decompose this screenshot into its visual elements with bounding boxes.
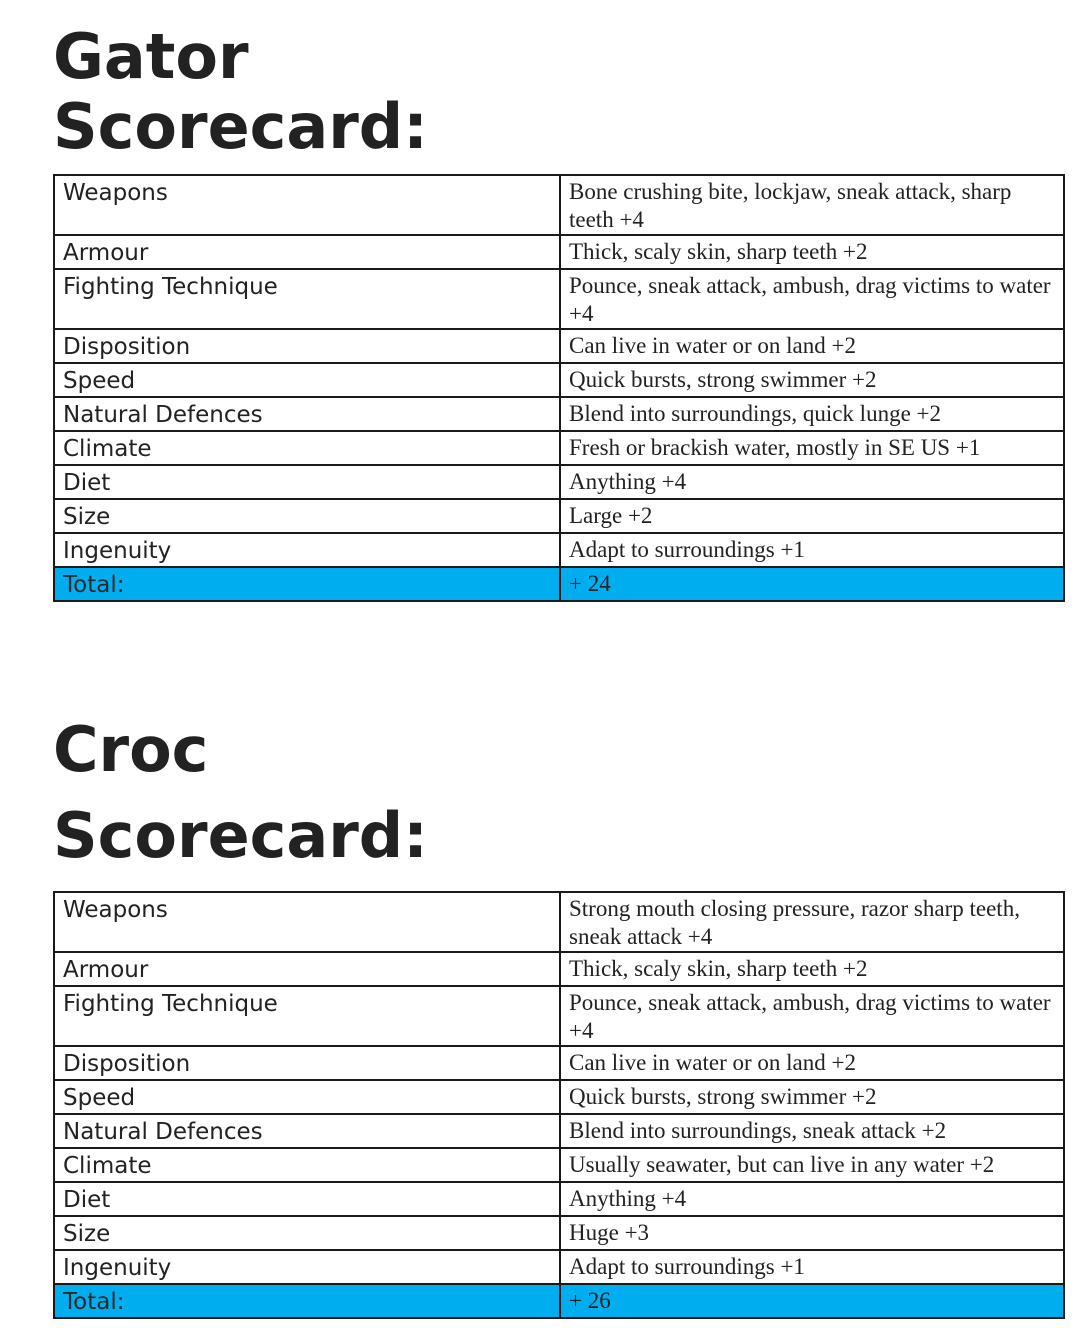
row-label-weapons: Weapons [54, 175, 560, 235]
row-label-speed: Speed [54, 1080, 560, 1114]
row-value-climate: Fresh or brackish water, mostly in SE US +1 [560, 431, 1064, 465]
table-row [54, 235, 1064, 269]
total-label: Total: [54, 567, 560, 601]
gator-title-line1: Gator [53, 20, 249, 93]
row-label-disposition: Disposition [54, 1046, 560, 1080]
row-label-fighting-technique: Fighting Technique [54, 269, 560, 329]
row-label-diet: Diet [54, 465, 560, 499]
table-row [54, 175, 1064, 235]
croc-scorecard-title [53, 707, 428, 879]
table-row [54, 952, 1064, 986]
total-row [54, 567, 1064, 601]
row-label-fighting-technique: Fighting Technique [54, 986, 560, 1046]
table-row [54, 397, 1064, 431]
row-label-natural-defences: Natural Defences [54, 397, 560, 431]
row-value-disposition: Can live in water or on land +2 [560, 1046, 1064, 1080]
row-value-disposition: Can live in water or on land +2 [560, 329, 1064, 363]
row-label-diet: Diet [54, 1182, 560, 1216]
row-value-climate: Usually seawater, but can live in any water +2 [560, 1148, 1064, 1182]
croc-title-line1: Croc [53, 713, 209, 786]
table-row [54, 533, 1064, 567]
table-row [54, 1148, 1064, 1182]
row-value-ingenuity: Adapt to surroundings +1 [560, 1250, 1064, 1284]
row-label-climate: Climate [54, 431, 560, 465]
table-row [54, 363, 1064, 397]
row-label-disposition: Disposition [54, 329, 560, 363]
table-row [54, 1182, 1064, 1216]
row-value-speed: Quick bursts, strong swimmer +2 [560, 363, 1064, 397]
total-row [54, 1284, 1064, 1318]
row-label-natural-defences: Natural Defences [54, 1114, 560, 1148]
row-value-speed: Quick bursts, strong swimmer +2 [560, 1080, 1064, 1114]
table-row [54, 986, 1064, 1046]
table-row [54, 431, 1064, 465]
row-label-ingenuity: Ingenuity [54, 1250, 560, 1284]
row-label-armour: Armour [54, 235, 560, 269]
row-label-armour: Armour [54, 952, 560, 986]
row-value-ingenuity: Adapt to surroundings +1 [560, 533, 1064, 567]
row-label-climate: Climate [54, 1148, 560, 1182]
table-row [54, 1080, 1064, 1114]
table-row [54, 465, 1064, 499]
row-value-natural-defences: Blend into surroundings, quick lunge +2 [560, 397, 1064, 431]
row-value-armour: Thick, scaly skin, sharp teeth +2 [560, 952, 1064, 986]
row-value-weapons: Bone crushing bite, lockjaw, sneak attack, sharp teeth +4 [560, 175, 1064, 235]
row-value-size: Large +2 [560, 499, 1064, 533]
total-label: Total: [54, 1284, 560, 1318]
table-row [54, 269, 1064, 329]
table-row [54, 1250, 1064, 1284]
total-value: + 24 [560, 567, 1064, 601]
row-value-fighting-technique: Pounce, sneak attack, ambush, drag victims to water +4 [560, 269, 1064, 329]
row-value-diet: Anything +4 [560, 465, 1064, 499]
table-row [54, 892, 1064, 952]
croc-scorecard-table [53, 891, 1065, 1319]
row-value-armour: Thick, scaly skin, sharp teeth +2 [560, 235, 1064, 269]
row-value-fighting-technique: Pounce, sneak attack, ambush, drag victims to water +4 [560, 986, 1064, 1046]
row-value-natural-defences: Blend into surroundings, sneak attack +2 [560, 1114, 1064, 1148]
gator-scorecard-table [53, 174, 1065, 602]
row-value-size: Huge +3 [560, 1216, 1064, 1250]
croc-title-line2: Scorecard: [53, 799, 428, 872]
row-label-size: Size [54, 499, 560, 533]
row-value-diet: Anything +4 [560, 1182, 1064, 1216]
table-row [54, 329, 1064, 363]
row-label-speed: Speed [54, 363, 560, 397]
gator-scorecard-title [53, 22, 428, 162]
row-label-weapons: Weapons [54, 892, 560, 952]
table-row [54, 1216, 1064, 1250]
table-row [54, 1046, 1064, 1080]
table-row [54, 499, 1064, 533]
row-label-ingenuity: Ingenuity [54, 533, 560, 567]
total-value: + 26 [560, 1284, 1064, 1318]
gator-title-line2: Scorecard: [53, 90, 428, 163]
row-value-weapons: Strong mouth closing pressure, razor sharp teeth, sneak attack +4 [560, 892, 1064, 952]
row-label-size: Size [54, 1216, 560, 1250]
table-row [54, 1114, 1064, 1148]
